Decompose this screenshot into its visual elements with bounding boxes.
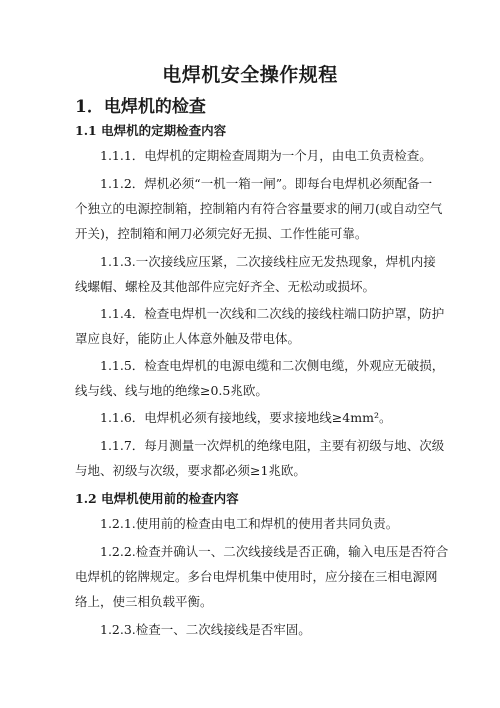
item-1-1-3-line-1: 1.1.3.一次接线应压紧，二次接线柱应无发热现象，焊机内接 [100, 254, 436, 269]
item-1-1-2-line-2: 个独立的电源控制箱，控制箱内有符合容量要求的闸刀(或自动空气 [75, 201, 443, 216]
item-1-1-5-line-1: 1.1.5．检查电焊机的电源电缆和二次侧电缆，外观应无破损， [100, 358, 445, 373]
item-1-1-5-line-2: 线与线、线与地的绝缘≥0.5兆欧。 [75, 383, 268, 398]
document-title: 电焊机安全操作规程 [162, 64, 338, 86]
item-1-1-4-line-2: 罩应良好，能防止人体意外触及带电体。 [75, 331, 301, 346]
item-1-1-7-line-2: 与地、初级与次级，要求都必须≥1兆欧。 [75, 463, 306, 478]
item-1-1-3-line-2: 线螺帽、螺栓及其他部件应完好齐全、无松动或损坏。 [75, 279, 376, 294]
item-1-1-7-line-1: 1.1.7．每月测量一次焊机的绝缘电阻，主要有初级与地、次级 [100, 438, 445, 453]
item-1-1-2-line-1: 1.1.2．焊机必须“一机一箱一闸”。即每台电焊机必须配备一 [100, 176, 433, 191]
section-1-heading: 1．电焊机的检查 [75, 97, 206, 117]
item-1-2-2-line-3: 络上，使三相负载平衡。 [75, 594, 213, 609]
item-1-1-2-line-3: 开关)，控制箱和闸刀必须完好无损、工作性能可靠。 [75, 226, 368, 241]
item-1-1-1-line-1: 1.1.1．电焊机的定期检查周期为一个月，由电工负责检查。 [100, 148, 432, 163]
item-1-2-2-line-2: 电焊机的铭牌规定。多台电焊机集中使用时，应分接在三相电源网 [75, 569, 438, 584]
item-1-2-3-line-1: 1.2.3.检查一、二次线接线是否牢固。 [100, 622, 311, 637]
section-1-1-heading: 1.1 电焊机的定期检查内容 [75, 123, 227, 138]
item-1-2-1-line-1: 1.2.1.使用前的检查由电工和焊机的使用者共同负责。 [100, 516, 399, 531]
item-1-2-2-line-1: 1.2.2.检查并确认一、二次线接线是否正确，输入电压是否符合 [100, 544, 449, 559]
item-1-1-6-line-1: 1.1.6．电焊机必须有接地线，要求接地线≥4mm²。 [100, 410, 392, 425]
item-1-1-4-line-1: 1.1.4．检查电焊机一次线和二次线的接线柱端口防护罩，防护 [100, 306, 445, 321]
section-1-2-heading: 1.2 电焊机使用前的检查内容 [75, 491, 239, 506]
